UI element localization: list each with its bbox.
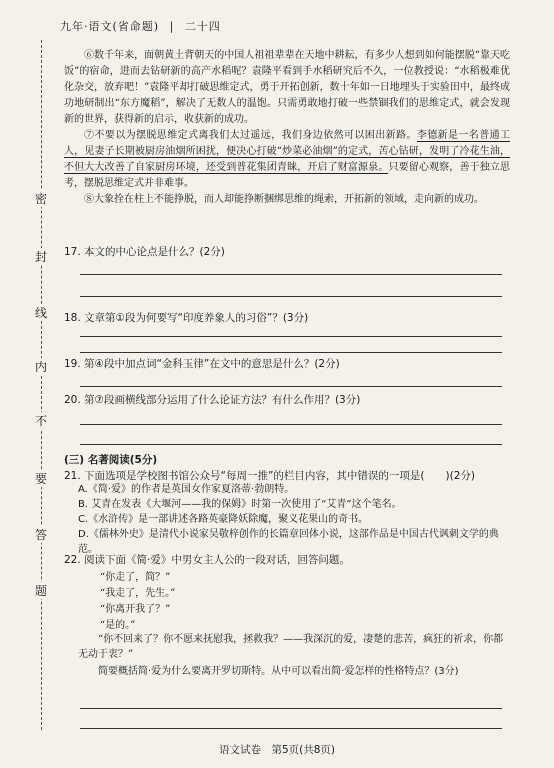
passage [64,48,510,208]
paragraph-8: ⑧大象拴在柱上不能挣脱，而人却能挣断捆绑思维的绳索，开拓新的领域，走向新的成功。 [84,194,484,205]
answer-line[interactable] [80,336,502,337]
binding-char: 要 [34,472,47,486]
binding-dashed-line [41,40,42,730]
binding-char: 内 [34,360,47,374]
option-d: D.《儒林外史》是清代小说家吴敬梓创作的长篇章回体小说，这部作品是中国古代讽刺文学的典范。 [78,529,499,555]
page-header [60,18,514,34]
paragraph-6: ⑥数千年来，面朝黄土背朝天的中国人祖祖辈辈在天地中耕耘，有多少人想到如何能摆脱“靠天吃饭”的宿命，进而去钻研新的高产水稻呢？袁隆平看到手水稻研究后不久，一位教授说：“水稻极难优化杂交，放弃吧！”袁隆平却打破思维定式，勇于开拓创新，数十年如一日地埋头于实验田中，最终成功地研制出“东方魔稻”，解决了无数人的温饱。只需勇敢地打破一些禁锢我们的思维定式，就会发现新的世界，获得新的启示，收获新的成功。 [64,50,510,125]
question-20: 20. 第⑦段画横线部分运用了什么论证方法？有什么作用？(3分) [64,394,361,406]
paragraph-7 [64,128,510,192]
dialogue-line: “是的。” [100,620,136,631]
question-18: 18. 文章第①段为何要写“印度养象人的习俗”？(3分) [64,312,309,324]
answer-line[interactable] [80,386,502,387]
answer-line[interactable] [80,274,502,275]
option-a: A.《简·爱》的作者是英国女作家夏洛蒂·勃朗特。 [78,484,295,495]
binding-char: 密 [34,192,47,206]
answer-line[interactable] [80,708,502,709]
binding-char: 题 [34,584,47,598]
question-17: 17. 本文的中心论点是什么？(2分) [64,246,225,258]
question-22-prompt: 简要概括简·爱为什么要离开罗切斯特。从中可以看出简·爱怎样的性格特点？(3分) [98,666,459,677]
answer-line[interactable] [80,296,502,297]
question-19: 19. 第④段中加点词“金科玉律”在文中的意思是什么？(2分) [64,358,340,370]
binding-margin [0,0,48,768]
dialogue-line: “你离开我了？” [100,604,171,615]
paragraph-7-underlined: 李德新是一名普通工人，见妻子长期被厨房油烟所困扰，便决心打破“炒菜必油烟”的定式，苦心钻研，发明了冷花生油，不但大大改善了自家厨房环境，还受到普花集团青睐，开启了财富源泉。 [64,130,511,173]
binding-char: 线 [34,306,47,320]
binding-char: 封 [34,250,47,264]
paragraph-7-end: 只要留心观察，善于独立思考，摆脱思维定式并非难事。 [64,162,511,189]
binding-char: 答 [34,528,47,542]
binding-char: 不 [34,414,47,428]
header-separator: | [169,20,175,33]
answer-line[interactable] [80,424,502,425]
answer-line[interactable] [80,728,502,729]
question-21-options [78,482,508,557]
section-3-title: (三) 名著阅读(5分) [64,454,158,466]
option-b: B. 艾青在发表《大堰河——我的保姆》时第一次使用了“艾青”这个笔名。 [78,499,402,510]
question-21: 21. 下面选项是学校图书馆公众号“每周一推”的栏目内容，其中错误的一项是( )(2分) [64,470,475,482]
paragraph-7-intro: ⑦不要以为摆脱思维定式离我们太过遥远，我们身边依然可以困出新路。 [84,130,417,141]
header-number: 二十四 [184,20,221,33]
answer-line[interactable] [80,352,502,353]
page-footer: 语文试卷 第5页(共8页) [218,744,336,756]
dialogue-long: “你不回来了？你不愿来抚慰我，拯救我？——我深沉的爱，凄楚的悲苦，疯狂的祈求，你都无动于衷？” [78,634,504,660]
question-22: 22. 阅读下面《简·爱》中男女主人公的一段对话，回答问题。 [64,554,350,566]
dialogue-line: “你走了，简？” [100,572,171,583]
dialogue-line: “我走了，先生。” [100,588,176,599]
header-grade: 九年·语文(省命题) [60,20,160,33]
option-c: C.《水浒传》是一部讲述各路英豪降妖除魔，聚义花果山的奇书。 [78,514,369,525]
answer-line[interactable] [80,444,502,445]
